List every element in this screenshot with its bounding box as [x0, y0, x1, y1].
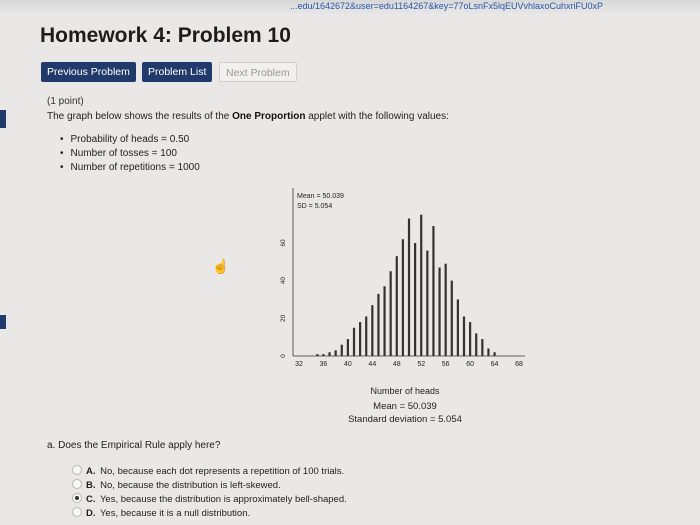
histogram-bar [457, 299, 459, 356]
histogram-bar [365, 316, 367, 356]
histogram-bar [445, 264, 447, 356]
histogram-bar [493, 352, 495, 356]
choice-b[interactable]: B. No, because the distribution is left-skewed. [72, 479, 281, 492]
x-axis-label: Number of heads [370, 386, 440, 396]
histogram-chart [275, 186, 545, 371]
histogram-bar [420, 215, 422, 356]
histogram-bar [481, 339, 483, 356]
x-tick-label: 40 [343, 361, 352, 368]
histogram-bar [359, 322, 361, 356]
problem-list-button[interactable]: Problem List [142, 62, 212, 82]
summary-sd: Standard deviation = 5.054 [348, 414, 462, 425]
x-tick-label: 60 [466, 361, 475, 368]
radio-button[interactable] [72, 465, 82, 475]
histogram-bar [414, 243, 416, 356]
question-a: a. Does the Empirical Rule apply here? [47, 440, 221, 451]
list-item: • Number of repetitions = 1000 [60, 161, 200, 175]
problem-prompt [47, 111, 449, 122]
x-tick-label: 32 [295, 361, 303, 368]
x-tick-label: 36 [319, 361, 328, 368]
choice-d[interactable]: D. Yes, because it is a null distribution. [72, 507, 250, 520]
point-value: (1 point) [47, 96, 84, 107]
histogram-bar [396, 256, 398, 356]
histogram-bar [469, 322, 471, 356]
histogram-bar [408, 218, 410, 356]
side-tab-marker [0, 110, 6, 128]
url-text: ...edu/1642672&user=edu1164267&key=77oLsnFx5lqEUVvhlaxoCuhxriFU0xP [290, 1, 604, 11]
x-tick-label: 44 [368, 361, 377, 368]
prompt-text: The graph below shows the results of the [47, 111, 230, 122]
summary-mean: Mean = 50.039 [373, 401, 437, 412]
page-title: Homework 4: Problem 10 [40, 24, 291, 47]
histogram-bar [402, 239, 404, 356]
histogram-bar [487, 348, 489, 356]
y-tick-label: 40 [280, 277, 287, 285]
legend-mean: Mean = 50.039 [297, 193, 344, 200]
histogram-bar [353, 328, 355, 356]
radio-button-selected[interactable] [72, 493, 82, 503]
histogram-bar [347, 339, 349, 356]
x-tick-label: 52 [417, 361, 426, 368]
x-tick-label: 48 [392, 361, 401, 368]
prompt-text: applet with the following values: [308, 111, 449, 122]
radio-button[interactable] [72, 507, 82, 517]
histogram-bar [328, 352, 330, 356]
side-tab-marker [0, 315, 6, 329]
x-tick-label: 64 [490, 361, 499, 368]
list-item: • Probability of heads = 0.50 [60, 133, 200, 147]
histogram-bar [341, 345, 343, 356]
x-tick-label: 56 [441, 361, 450, 368]
previous-problem-button[interactable]: Previous Problem [41, 62, 136, 82]
histogram-bar [438, 267, 440, 356]
url-bar[interactable] [0, 0, 700, 14]
y-tick-label: 0 [280, 354, 287, 358]
y-tick-label: 20 [280, 314, 287, 322]
histogram-bar [463, 316, 465, 356]
histogram-bar [371, 305, 373, 356]
histogram-bar [390, 271, 392, 356]
histogram-bar [432, 226, 434, 356]
x-tick-label: 68 [515, 361, 523, 368]
legend-sd: SD = 5.054 [297, 203, 333, 210]
applet-name: One Proportion [232, 111, 306, 122]
choice-a[interactable]: A. No, because each dot represents a repetition of 100 trials. [72, 465, 344, 478]
histogram-bar [426, 251, 428, 356]
next-problem-button[interactable]: Next Problem [219, 62, 297, 82]
list-item: • Number of tosses = 100 [60, 147, 200, 161]
hand-cursor-icon: ☝ [212, 258, 230, 274]
choice-c[interactable]: C. Yes, because the distribution is approximately bell-shaped. [72, 493, 347, 506]
histogram-bar [383, 286, 385, 356]
histogram-bar [335, 350, 337, 356]
histogram-bar [475, 333, 477, 356]
y-tick-label: 60 [280, 239, 287, 247]
radio-button[interactable] [72, 479, 82, 489]
parameter-list [60, 133, 200, 175]
histogram-bar [451, 281, 453, 356]
histogram-bar [377, 294, 379, 356]
